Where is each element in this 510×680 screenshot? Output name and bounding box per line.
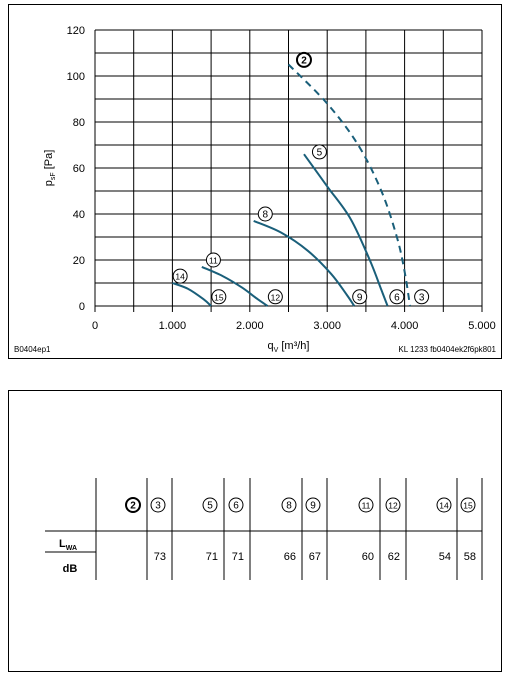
table-header-2: 2 xyxy=(130,500,136,512)
curve-label-14: 14 xyxy=(175,271,185,282)
table-value-6: 71 xyxy=(231,551,244,563)
x-tick-label: 0 xyxy=(91,320,99,332)
curve-label-15: 15 xyxy=(214,292,224,303)
table-value-3: 73 xyxy=(153,551,166,563)
y-tick-label: 20 xyxy=(72,255,85,267)
table-header-11: 11 xyxy=(361,500,371,511)
table-header-5: 5 xyxy=(207,500,213,512)
table-value-9: 67 xyxy=(308,551,321,563)
x-tick-label: 3.000 xyxy=(313,320,341,332)
series-curve-2 xyxy=(289,65,411,307)
curve-label-6: 6 xyxy=(394,292,400,304)
table-header-8: 8 xyxy=(286,500,292,512)
curve-label-11: 11 xyxy=(209,255,218,266)
row-label-lwa: $L_{WA}$ xyxy=(58,538,78,552)
y-tick-label: 40 xyxy=(72,209,85,221)
table-header-3: 3 xyxy=(155,500,161,512)
table-header-12: 12 xyxy=(388,500,398,511)
x-tick-label: 5.000 xyxy=(468,320,496,332)
table-value-14: 54 xyxy=(438,551,451,563)
x-tick-label: 1.000 xyxy=(158,320,187,332)
y-tick-label: 80 xyxy=(72,117,85,129)
curve-label-3: 3 xyxy=(418,292,425,304)
series-curve-11 xyxy=(202,267,268,306)
table-header-14: 14 xyxy=(439,500,449,511)
curve-label-8: 8 xyxy=(262,209,269,221)
table-header-6: 6 xyxy=(233,500,239,512)
y-tick-label: 60 xyxy=(72,163,85,175)
table-header-15: 15 xyxy=(463,500,473,511)
y-tick-label: 120 xyxy=(66,25,85,37)
table-value-15: 58 xyxy=(463,551,476,563)
table-value-8: 66 xyxy=(283,551,296,563)
curve-label-5: 5 xyxy=(316,147,323,159)
curve-label-2: 2 xyxy=(301,55,307,67)
row-label-db: dB xyxy=(62,563,78,575)
x-axis-label: $q_V$ [m³/h] xyxy=(267,340,310,354)
footer-right-label: KL 1233 fb0404ek2f6pk801 xyxy=(398,345,496,354)
x-tick-label: 4.000 xyxy=(390,320,419,332)
footer-left-label: B0404ep1 xyxy=(14,345,51,354)
x-tick-label: 2.000 xyxy=(236,320,264,332)
curve-label-9: 9 xyxy=(356,292,363,304)
table-value-5: 71 xyxy=(205,551,218,563)
series-curve-14 xyxy=(172,283,211,306)
y-tick-label: 0 xyxy=(78,301,85,313)
y-tick-label: 100 xyxy=(66,71,85,83)
table-header-9: 9 xyxy=(310,500,316,512)
table-value-11: 60 xyxy=(361,551,374,563)
table-value-12: 62 xyxy=(387,551,400,563)
y-axis-label: $p_{sF}$ [Pa] xyxy=(43,149,57,187)
curve-label-12: 12 xyxy=(270,292,281,303)
